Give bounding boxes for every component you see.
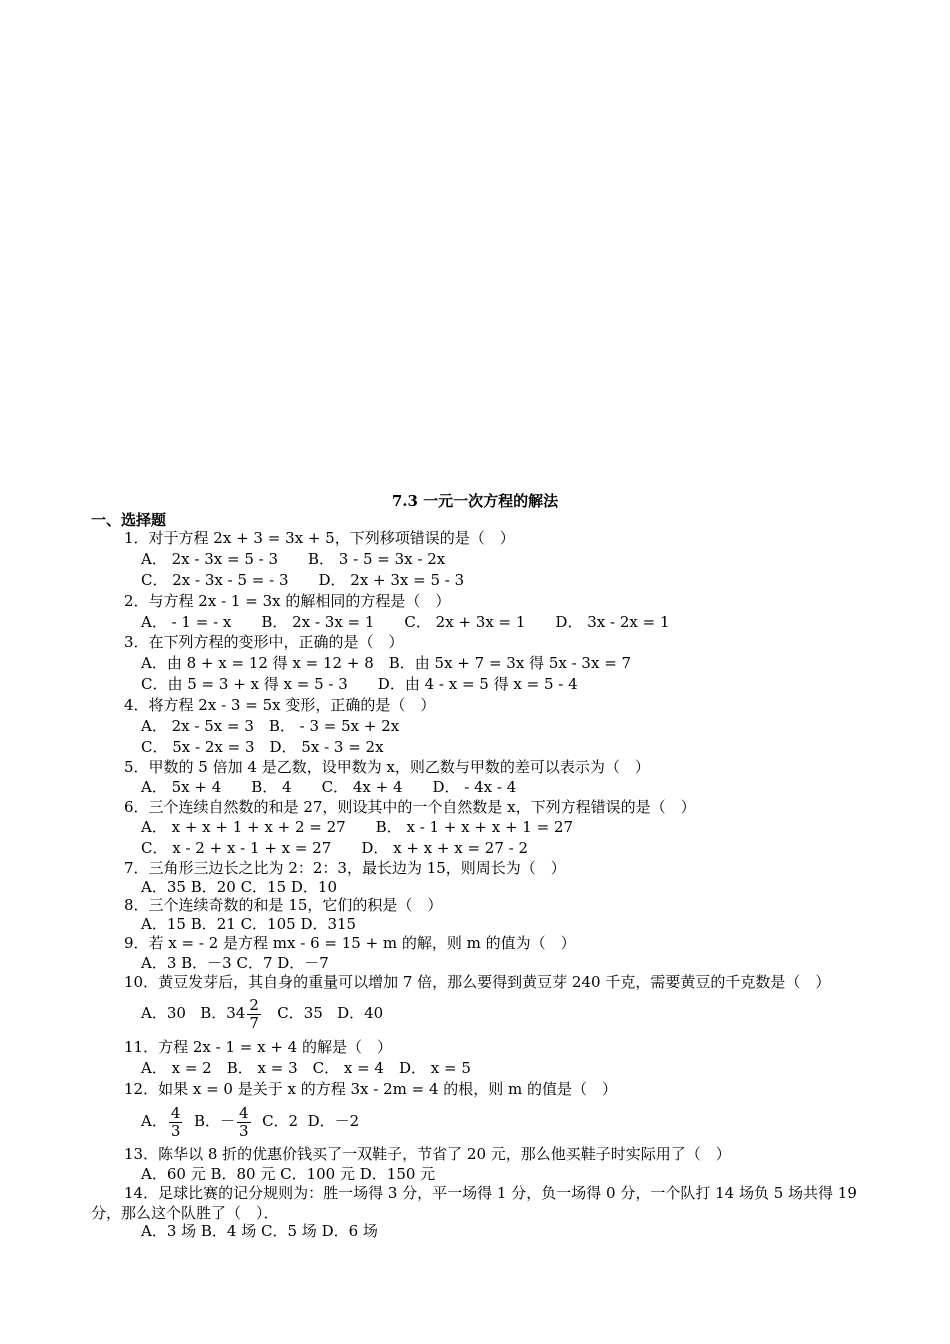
question-8-options: A．15 B．21 C．105 D．315 [141,915,357,933]
q10-option-b-fraction [247,997,261,1032]
question-1: 1．对于方程 2x + 3 = 3x + 5，下列移项错误的是（ ） [124,529,515,547]
question-4-options-ab: A． 2x - 5x = 3 B． - 3 = 5x + 2x [141,717,400,735]
question-5-options: A． 5x + 4 B． 4 C． 4x + 4 D． - 4x - 4 [141,778,517,796]
fraction-numerator: 4 [238,1103,249,1122]
question-3-options-ab: A．由 8 + x = 12 得 x = 12 + 8 B．由 5x + 7 = 3x 得 5x - 3x = 7 [141,654,632,672]
question-3-options-cd: C．由 5 = 3 + x 得 x = 5 - 3 D．由 4 - x = 5 得 x = 5 - 4 [141,675,578,693]
fraction-numerator: 4 [170,1103,181,1122]
q10-option-b-whole: 34 [226,1004,246,1022]
question-9-options: A．3 B．－3 C．7 D．－7 [141,954,329,972]
fraction-denominator: 7 [249,1013,259,1032]
question-6: 6．三个连续自然数的和是 27，则设其中的一个自然数是 x，下列方程错误的是（ ） [124,798,696,816]
q12-option-b-fraction [237,1105,251,1140]
question-3: 3．在下列方程的变形中，正确的是（ ） [124,633,404,651]
question-6-options-ab: A． x + x + 1 + x + 2 = 27 B． x - 1 + x + x + 1 = 27 [141,818,574,836]
question-8: 8．三个连续奇数的和是 15，它们的积是（ ） [124,896,443,914]
question-5: 5．甲数的 5 倍加 4 是乙数，设甲数为 x，则乙数与甲数的差可以表示为（ ） [124,758,650,776]
q10-option-b-label: B． [200,1004,227,1022]
fraction-denominator: 3 [170,1121,181,1140]
question-2-options: A． - 1 = - x B． 2x - 3x = 1 C． 2x + 3x = 1 D． 3x - 2x = 1 [141,613,670,631]
question-11: 11．方程 2x - 1 = x + 4 的解是（ ） [124,1038,392,1056]
q10-option-c: C．35 [277,1004,323,1022]
question-7: 7．三角形三边长之比为 2：2：3，最长边为 15，则周长为（ ） [124,859,566,877]
question-12: 12．如果 x = 0 是关于 x 的方程 3x - 2m = 4 的根，则 m 的值是（ ） [124,1080,618,1098]
question-2: 2．与方程 2x - 1 = 3x 的解相同的方程是（ ） [124,592,451,610]
q12-option-d: D．－2 [307,1112,360,1130]
question-13: 13．陈华以 8 折的优惠价钱买了一双鞋子，节省了 20 元，那么他买鞋子时实际用了（ ） [124,1145,731,1163]
q12-option-b-label: B．－ [193,1112,235,1130]
section-heading: 一、选择题 [91,511,167,529]
question-7-options: A．35 B．20 C．15 D．10 [141,878,338,896]
q12-option-c: C．2 [262,1112,299,1130]
question-12-options [141,1102,359,1140]
question-4: 4．将方程 2x - 3 = 5x 变形，正确的是（ ） [124,696,436,714]
question-10-options [141,994,383,1032]
question-11-options: A． x = 2 B． x = 3 C． x = 4 D． x = 5 [141,1059,471,1077]
question-9: 9．若 x = - 2 是方程 mx - 6 = 15 + m 的解，则 m 的值为（ ） [124,934,576,952]
question-13-options: A．60 元 B．80 元 C．100 元 D．150 元 [141,1165,436,1183]
question-10: 10．黄豆发芽后，其自身的重量可以增加 7 倍，那么要得到黄豆芽 240 千克，需要黄豆的千克数是（ ） [124,973,831,991]
question-14-options: A．3 场 B．4 场 C．5 场 D．6 场 [141,1222,378,1240]
fraction-numerator: 2 [249,995,259,1014]
q10-option-d: D．40 [337,1004,384,1022]
question-14: 14．足球比赛的记分规则为：胜一场得 3 分，平一场得 1 分，负一场得 0 分，一个队打 14 场负 5 场共得 19 分，那么这个队胜了（ ）． [91,1184,857,1222]
question-1-options-cd: C． 2x - 3x - 5 = - 3 D． 2x + 3x = 5 - 3 [141,571,465,589]
q12-option-a-fraction [169,1105,183,1140]
q12-option-a-label: A． [141,1112,167,1130]
question-6-options-cd: C． x - 2 + x - 1 + x = 27 D． x + x + x = 27 - 2 [141,839,529,857]
fraction-denominator: 3 [238,1121,249,1140]
q10-option-a: A．30 [141,1004,186,1022]
question-1-options-ab: A． 2x - 3x = 5 - 3 B． 3 - 5 = 3x - 2x [141,550,446,568]
page-title: 7.3 一元一次方程的解法 [391,492,559,510]
question-4-options-cd: C． 5x - 2x = 3 D． 5x - 3 = 2x [141,738,384,756]
